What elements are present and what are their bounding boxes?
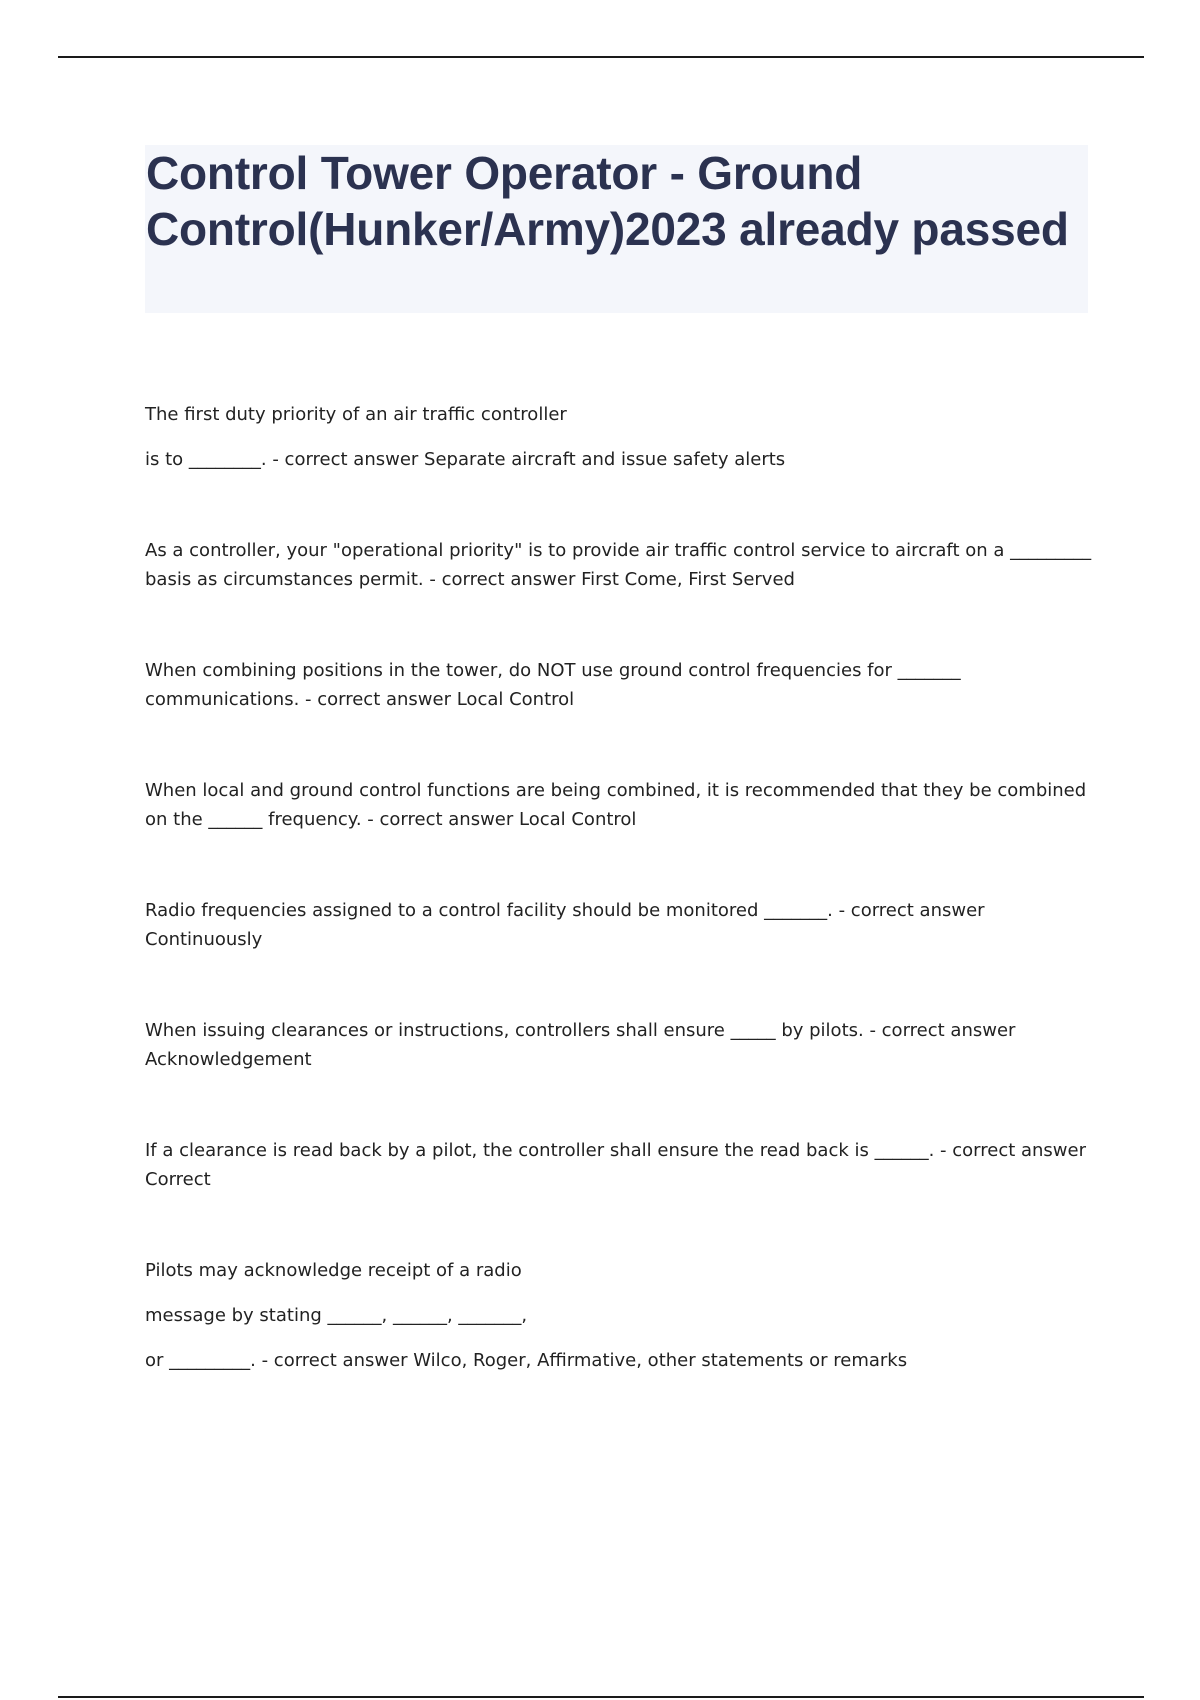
qa-item-8-line-3: or _________. - correct answer Wilco, Roger, Affirmative, other statements or remarks: [145, 1350, 908, 1371]
qa-item-1-line-1: The first duty priority of an air traffic controller: [145, 404, 567, 425]
bottom-rule: [58, 1696, 1144, 1698]
qa-item-7: [145, 1136, 1095, 1194]
qa-item-3: [145, 656, 1095, 714]
top-rule: [58, 56, 1144, 58]
qa-item-8-line-2: message by stating ______, ______, _______,: [145, 1305, 528, 1326]
qa-item-4: [145, 776, 1095, 834]
qa-item-5-text: Radio frequencies assigned to a control facility should be monitored _______. - correct answer Continuously: [145, 900, 985, 950]
qa-item-8: [145, 1256, 1095, 1375]
qa-item-5: [145, 896, 1095, 954]
qa-item-8-line-1: Pilots may acknowledge receipt of a radio: [145, 1260, 522, 1281]
qa-item-7-text: If a clearance is read back by a pilot, the controller shall ensure the read back is ______. - correct answer Correct: [145, 1140, 1087, 1190]
qa-item-2: [145, 536, 1095, 594]
question-list: [145, 400, 1095, 1375]
document-title: Control Tower Operator - Ground Control(Hunker/Army)2023 already passed: [146, 147, 1069, 255]
qa-item-4-text: When local and ground control functions are being combined, it is recommended that they be combined on the ______ frequency. - correct answer Local Control: [145, 780, 1087, 830]
qa-item-1-line-2: is to ________. - correct answer Separate aircraft and issue safety alerts: [145, 449, 786, 470]
qa-item-1: [145, 400, 1095, 474]
qa-item-3-text: When combining positions in the tower, do NOT use ground control frequencies for _______ communications. - correct answer Local Control: [145, 660, 961, 710]
qa-item-2-text: As a controller, your "operational priority" is to provide air traffic control service to aircraft on a _________ basis as circumstances permit. - correct answer First Come, First Served: [145, 540, 1092, 590]
qa-item-6: [145, 1016, 1095, 1074]
title-banner: [145, 145, 1088, 313]
qa-item-6-text: When issuing clearances or instructions, controllers shall ensure _____ by pilots. - correct answer Acknowledgement: [145, 1020, 1016, 1070]
